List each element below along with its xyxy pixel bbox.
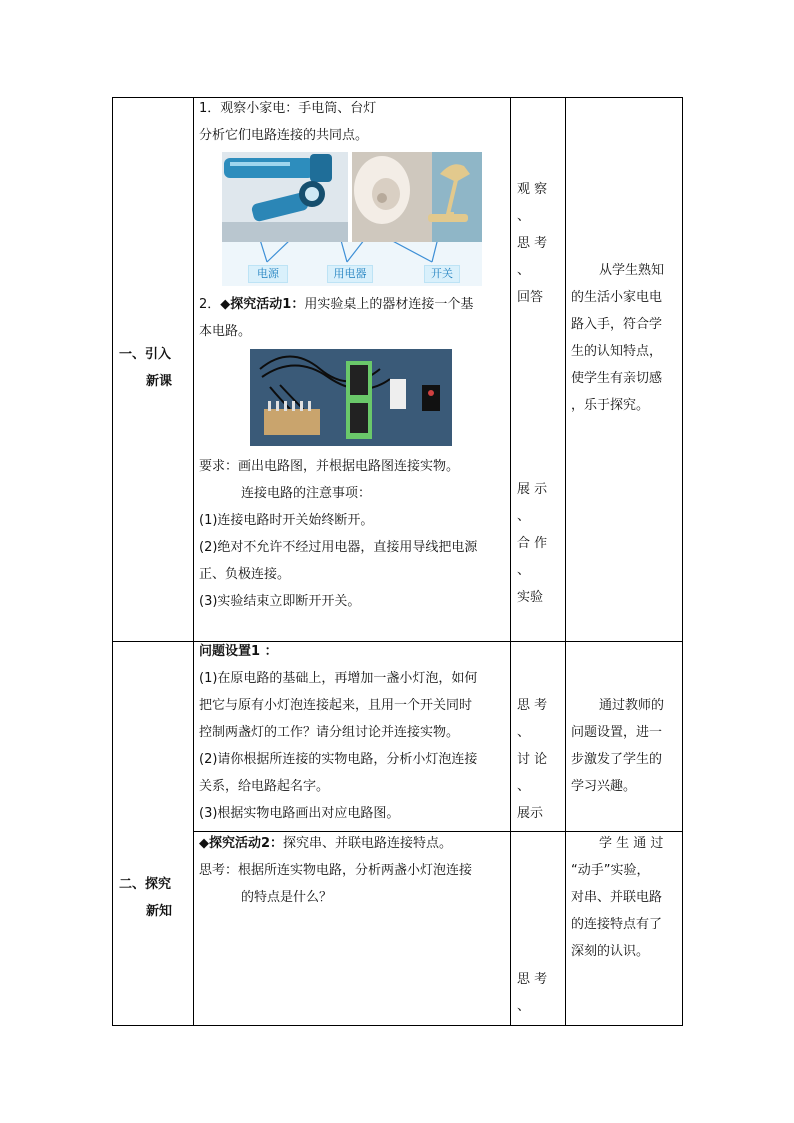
column-divider [510,98,511,1025]
note-1: (1)连接电路时开关始终断开。 [199,513,374,528]
design-intent-line: “动手”实验， [571,863,650,878]
question-heading: 问题设置1 ： [199,644,278,659]
activity-label: ◆探究活动1： [220,297,305,312]
design-intent-line: 对串、并联电路 [571,890,663,905]
equipment-illustration [250,349,452,446]
think-question: 思考：根据所连实物电路，分析两盏小灯泡连接 [199,863,473,878]
activity-separator: 、 [517,263,531,278]
activity-word: 思 考 [517,698,548,713]
think-question-cont: 的特点是什么？ [241,890,333,905]
design-intent-line: 深刻的认识。 [571,944,650,959]
activity-text: 探究串、并联电路连接特点。 [283,836,453,851]
question-line: 把它与原有小灯泡连接起来，且用一个开关同时 [199,698,473,713]
note-3: (3)实验结束立即断开开关。 [199,594,361,609]
design-intent-line: 问题设置，进一 [571,725,663,740]
desk-lamp-illustration [352,152,482,242]
design-intent-line: 通过教师的 [599,698,665,713]
lesson-table [112,97,683,1026]
design-intent-line: ，乐于探究。 [571,398,650,413]
section-title: 一、引入 [119,347,172,362]
note-2: (2)绝对不允许不经过用电器，直接用导线把电源 [199,540,478,555]
activity-separator: 、 [517,563,531,578]
flashlight-photo [222,152,348,242]
activity-word: 思 考 [517,972,548,987]
note-2-cont: 正、负极连接。 [199,567,291,582]
design-intent-line: 的生活小家电电 [571,290,663,305]
question-line: 关系，给电路起名字。 [199,779,330,794]
design-intent-line: 使学生有亲切感 [571,371,663,386]
activity-word: 观 察 [517,182,548,197]
design-intent-line: 生的认知特点， [571,344,663,359]
activity-separator: 、 [517,999,531,1014]
intro-item-1-cont: 分析它们电路连接的共同点。 [199,128,369,143]
activity-separator: 、 [517,209,531,224]
flashlight-illustration [222,152,348,242]
question-line: (3)根据实物电路画出对应电路图。 [199,806,400,821]
activity-separator: 、 [517,779,531,794]
requirement-text: 要求：画出电路图，并根据电路图连接实物。 [199,459,460,474]
column-divider [565,98,566,1025]
section-title: 新课 [146,374,173,389]
activity-text: 用实验桌上的器材连接一个基 [304,297,474,312]
activity-2-heading [199,830,452,857]
label-appliance: 用电器 [327,265,373,283]
activity-separator: 、 [517,725,531,740]
label-power-source: 电源 [248,265,288,283]
design-intent-line: 的连接特点有了 [571,917,663,932]
intro-item-1: 1．观察小家电：手电筒、台灯 [199,101,377,116]
design-intent-line: 步激发了学生的 [571,752,663,767]
design-intent-line: 从学生熟知 [599,263,665,278]
activity-word: 思 考 [517,236,548,251]
activity-label: ◆探究活动2： [199,836,284,851]
question-line: (2)请你根据所连接的实物电路，分析小灯泡连接 [199,752,478,767]
activity-word: 展 示 [517,482,548,497]
activity-separator: 、 [517,509,531,524]
design-intent-line: 学 生 通 过 [599,836,664,851]
activity-word: 实验 [517,590,544,605]
section-title: 二、探究 [119,877,172,892]
activity-word: 讨 论 [517,752,548,767]
design-intent-line: 学习兴趣。 [571,779,637,794]
activity-word: 回答 [517,290,544,305]
design-intent-line: 路入手，符合学 [571,317,663,332]
question-line: 控制两盏灯的工作？请分组讨论并连接实物。 [199,725,460,740]
desk-lamp-photo [352,152,482,242]
column-divider [193,98,194,1025]
section-title: 新知 [146,904,173,919]
intro-item-2 [199,291,473,318]
notes-title: 连接电路的注意事项： [241,486,372,501]
question-line: (1)在原电路的基础上，再增加一盏小灯泡，如何 [199,671,478,686]
activity-word: 展示 [517,806,544,821]
activity-word: 合 作 [517,536,548,551]
equipment-photo [250,349,452,446]
label-switch: 开关 [424,265,460,283]
intro-item-2-cont: 本电路。 [199,324,252,339]
item-number: 2． [199,297,221,312]
